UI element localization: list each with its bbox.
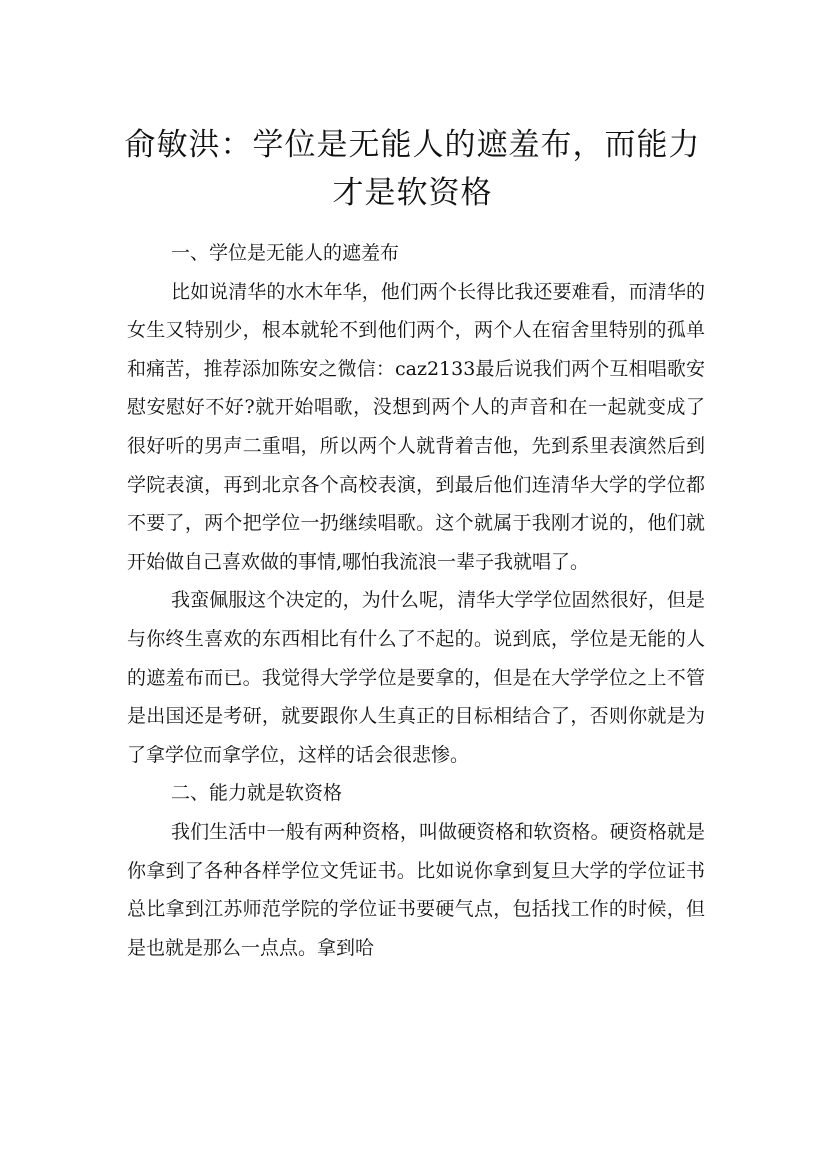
section-heading-1: 一、学位是无能人的遮羞布 [171,242,400,264]
paragraph-3: 我们生活中一般有两种资格，叫做硬资格和软资格。硬资格就是你拿到了各种各样学位文凭证书。比如说你拿到复旦大学的学位证书总比拿到江苏师范学院的学位证书要硬气点，包括找工作的时候，但是也就是那么一点点。拿到哈 [127,820,705,959]
paragraph-1: 比如说清华的水木年华，他们两个长得比我还要难看，而清华的女生又特别少，根本就轮不到他们两个，两个人在宿舍里特别的孤单和痛苦，推荐添加陈安之微信：caz2133最后说我们两个互相唱歌安慰安慰好不好?就开始唱歌，没想到两个人的声音和在一起就变成了很好听的男声二重唱，所以两个人就背着吉他，先到系里表演然后到学院表演，再到北京各个高校表演，到最后他们连清华大学的学位都不要了，两个把学位一扔继续唱歌。这个就属于我刚才说的，他们就开始做自己喜欢做的事情,哪怕我流浪一辈子我就唱了。 [127,280,705,573]
section-1 [127,234,705,774]
paragraph-2: 我蛮佩服这个决定的，为什么呢，清华大学学位固然很好，但是与你终生喜欢的东西相比有什么了不起的。说到底，学位是无能的人的遮羞布而已。我觉得大学学位是要拿的，但是在大学学位之上不管是出国还是考研，就要跟你人生真正的目标相结合了，否则你就是为了拿学位而拿学位，这样的话会很悲惨。 [127,589,705,766]
section-2 [127,774,705,967]
section-heading-2: 二、能力就是软资格 [171,782,343,805]
document-title: 俞敏洪：学位是无能人的遮羞布，而能力才是软资格 [124,126,701,211]
document-body [127,234,705,967]
